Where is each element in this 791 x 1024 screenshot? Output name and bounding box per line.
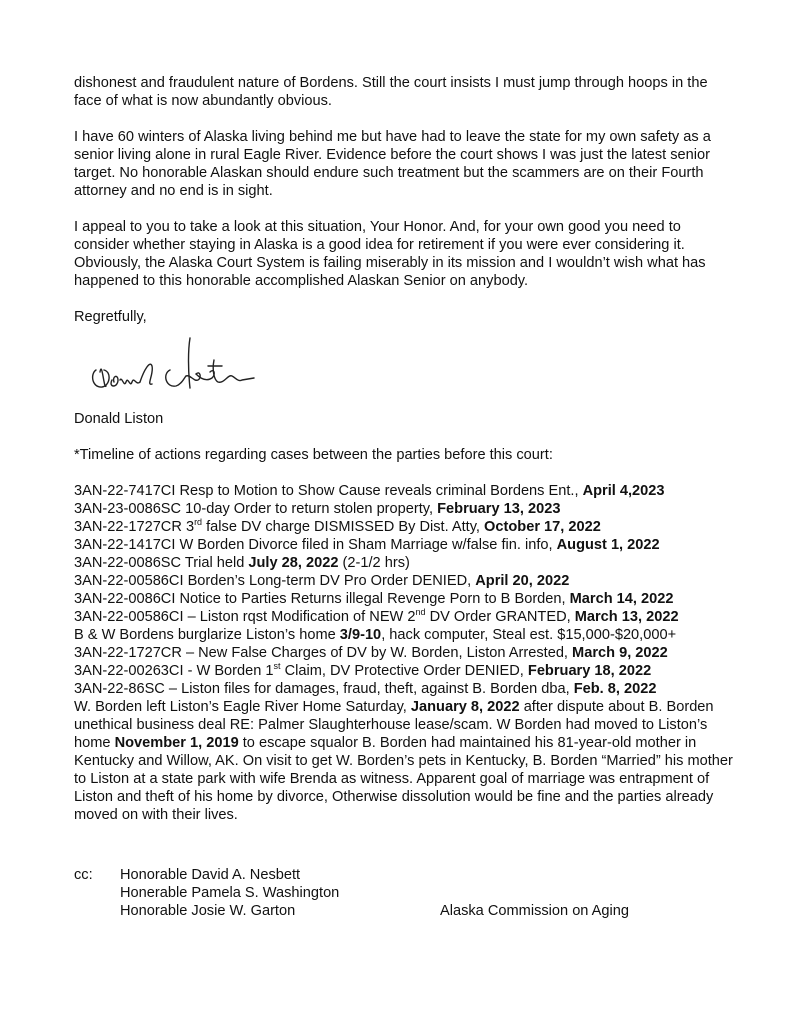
timeline-entry: 3AN-22-86SC – Liston files for damages, fraud, theft, against B. Borden dba, Feb. 8, 2022 (74, 681, 657, 697)
timeline-entry: 3AN-22-7417CI Resp to Motion to Show Cause reveals criminal Bordens Ent., April 4,2023 (74, 483, 665, 499)
timeline-entry: 3AN-22-0086CI Notice to Parties Returns illegal Revenge Porn to B Borden, March 14, 2022 (74, 591, 674, 607)
timeline-heading: *Timeline of actions regarding cases between the parties before this court: (74, 447, 553, 463)
paragraph-2: I have 60 winters of Alaska living behind me but have had to leave the state for my own safety as a senior living alone in rural Eagle River. Evidence before the court shows I was just the latest senior target. No honorable Alaskan should endure such treatment but the scammers are on their Fourth attorney and no end is in sight. (74, 129, 711, 199)
timeline-entry: 3AN-22-1727CR – New False Charges of DV by W. Borden, Liston Arrested, March 9, 2022 (74, 645, 668, 661)
timeline-entry: W. Borden left Liston’s Eagle River Home Saturday, January 8, 2022 after dispute about B. Borden unethical business deal RE: Palmer Slaughterhouse lease/scam. W Borden had moved to Liston’s home November 1, 2019 to escape squalor B. Borden had maintained his 81-year-old mother in Kentucky and Willow, AK. On visit to get W. Borden’s pets in Kentucky, B. Borden “Married” his mother to Liston at a state park with wife Brenda as witness. Apparent goal of marriage was entrapment of Liston and theft of his home by divorce, Otherwise dissolution would be fine and the parties already moved on with their lives. (74, 699, 733, 823)
paragraph-1: dishonest and fraudulent nature of Bordens. Still the court insists I must jump through hoops in the face of what is now abundantly obvious. (74, 75, 708, 109)
timeline-entry: 3AN-22-00586CI Borden’s Long-term DV Pro Order DENIED, April 20, 2022 (74, 573, 570, 589)
cc-label: cc: (74, 867, 93, 883)
cc-recipient: Honerable Pamela S. Washington (120, 885, 340, 901)
paragraph-3: I appeal to you to take a look at this situation, Your Honor. And, for your own good you need to consider whether staying in Alaska is a good idea for retirement if you were ever considering it. Obviously, the Alaska Court System is failing miserably in its mission and I wouldn’t wish what has happened to this honorable accomplished Alaskan Senior on anybody. (74, 219, 706, 289)
timeline-entry: 3AN-22-1417CI W Borden Divorce filed in Sham Marriage w/false fin. info, August 1, 2022 (74, 537, 660, 553)
timeline-entry: 3AN-23-0086SC 10-day Order to return stolen property, February 13, 2023 (74, 501, 561, 517)
timeline-entry: B & W Bordens burglarize Liston’s home 3/9-10, hack computer, Steal est. $15,000-$20,000+ (74, 627, 677, 643)
signature (74, 330, 734, 410)
cc-recipient-right: Alaska Commission on Aging (440, 903, 629, 919)
cc-recipient: Honorable David A. Nesbett (120, 867, 301, 883)
timeline-entry: 3AN-22-00263CI - W Borden 1st Claim, DV Protective Order DENIED, February 18, 2022 (74, 661, 652, 679)
cc-block (74, 866, 734, 920)
signer-name: Donald Liston (74, 411, 164, 427)
timeline-entry: 3AN-22-00586CI – Liston rqst Modification of NEW 2nd DV Order GRANTED, March 13, 2022 (74, 607, 679, 625)
closing: Regretfully, (74, 309, 147, 325)
cc-recipient: Honorable Josie W. Garton (120, 903, 296, 919)
timeline-entry: 3AN-22-0086SC Trial held July 28, 2022 (2-1/2 hrs) (74, 555, 410, 571)
timeline-list (74, 482, 734, 824)
letter-body (74, 74, 734, 824)
timeline-entry: 3AN-22-1727CR 3rd false DV charge DISMISSED By Dist. Atty, October 17, 2022 (74, 517, 601, 535)
handwritten-signature (82, 330, 272, 410)
